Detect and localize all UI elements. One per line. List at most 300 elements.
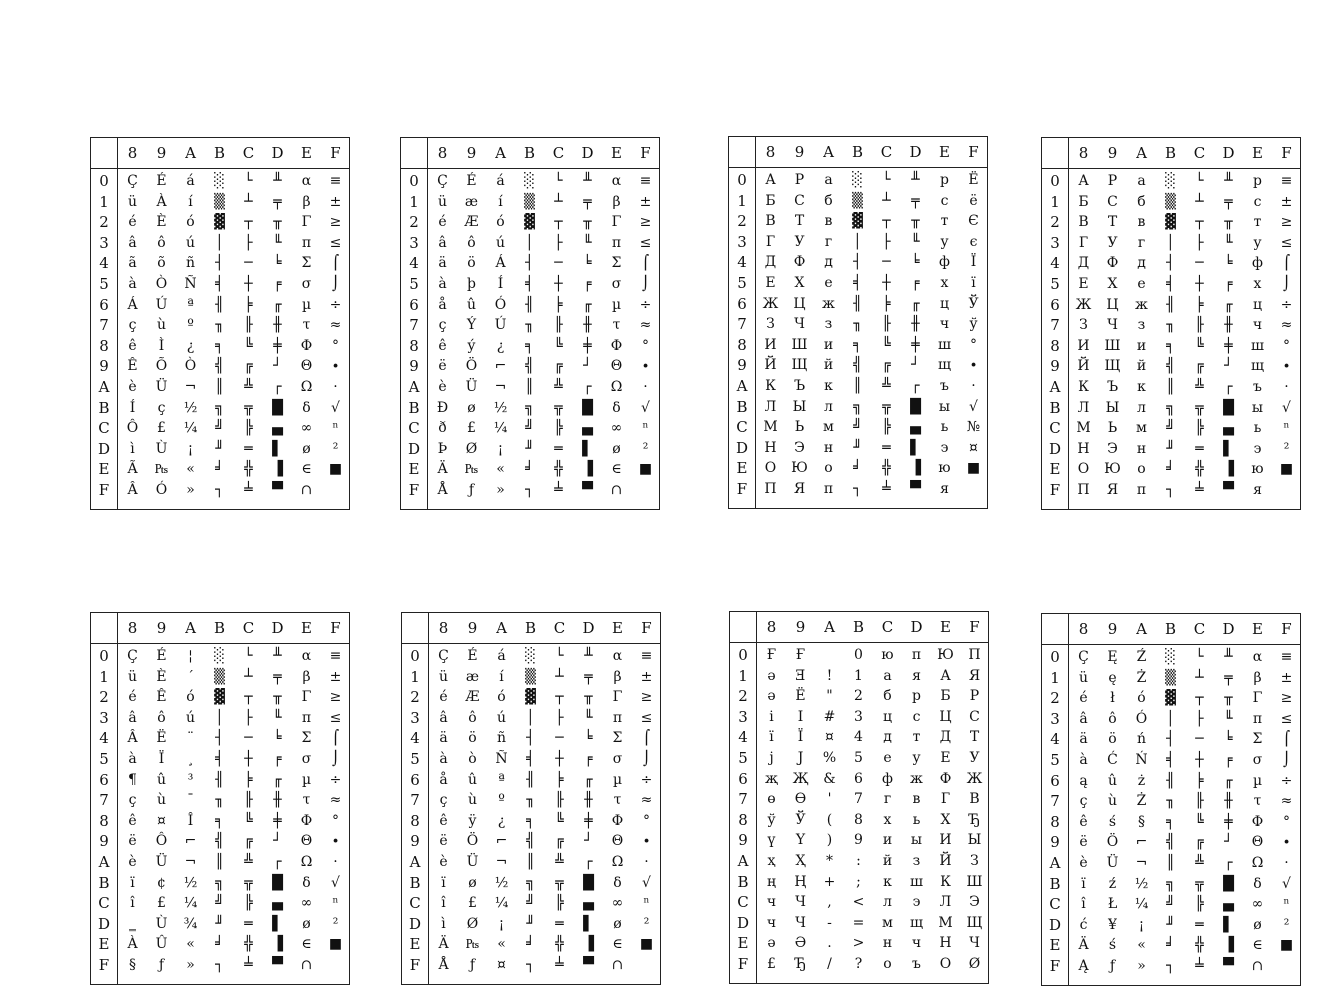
row-header: E bbox=[1049, 936, 1061, 955]
char-cell: π bbox=[301, 234, 312, 251]
char-cell: ▄ bbox=[583, 895, 594, 912]
char-cell: ┌ bbox=[911, 378, 920, 394]
char-cell: ў bbox=[767, 811, 776, 828]
char-cell: ї bbox=[971, 275, 976, 291]
char-cell: ñ bbox=[185, 255, 196, 272]
char-cell: ▓ bbox=[1165, 690, 1176, 707]
char-cell: æ bbox=[464, 193, 479, 210]
char-cell: ⌡ bbox=[331, 751, 340, 767]
char-cell: ╜ bbox=[525, 440, 534, 457]
char-cell: ═ bbox=[1195, 440, 1204, 457]
char-cell: ▄ bbox=[1223, 896, 1234, 913]
char-cell: ╨ bbox=[583, 173, 592, 189]
char-cell: ╘ bbox=[273, 255, 282, 272]
char-cell: ┴ bbox=[555, 668, 564, 685]
char-cell: # bbox=[823, 708, 836, 725]
char-cell: ╫ bbox=[1224, 793, 1233, 810]
char-cell: ì bbox=[441, 915, 446, 932]
char-cell bbox=[321, 480, 350, 500]
char-cell: Ç bbox=[437, 173, 448, 189]
char-cell: ┤ bbox=[215, 255, 224, 272]
row-header: 7 bbox=[738, 790, 748, 809]
char-cell: , bbox=[827, 894, 832, 911]
char-cell: ≈ bbox=[1280, 317, 1293, 334]
char-cell: ╗ bbox=[215, 399, 224, 416]
char-cell: £ bbox=[157, 895, 166, 912]
char-cell: ó bbox=[497, 689, 506, 706]
char-cell: α bbox=[301, 648, 312, 664]
row-header: 7 bbox=[99, 791, 109, 810]
char-cell: õ bbox=[157, 255, 166, 272]
char-cell: ╫ bbox=[1224, 317, 1233, 334]
char-cell: ¬ bbox=[1135, 855, 1148, 871]
char-cell: é bbox=[128, 689, 137, 706]
char-cell: ┤ bbox=[1166, 731, 1175, 748]
char-cell: Ғ bbox=[795, 647, 806, 663]
char-cell: ▄ bbox=[272, 420, 283, 437]
char-cell: ф bbox=[939, 254, 950, 271]
row-header: B bbox=[408, 398, 420, 417]
row-header: 6 bbox=[99, 295, 109, 314]
char-cell: ¿ bbox=[497, 812, 506, 829]
char-cell: ╡ bbox=[853, 275, 862, 291]
char-cell: ║ bbox=[526, 854, 535, 870]
char-cell: ę bbox=[1108, 669, 1117, 686]
char-cell: Î bbox=[187, 812, 194, 829]
char-cell: Ò bbox=[184, 358, 197, 375]
char-cell: ╟ bbox=[882, 316, 891, 333]
char-cell: к bbox=[824, 378, 833, 394]
char-cell: â bbox=[1079, 710, 1088, 727]
char-cell: ф bbox=[882, 770, 893, 787]
char-cell: П bbox=[968, 647, 981, 663]
char-cell: ⌐ bbox=[184, 833, 197, 850]
char-cell: Ж bbox=[966, 770, 983, 787]
char-cell: Л bbox=[764, 398, 777, 415]
char-cell: ▓ bbox=[214, 689, 225, 706]
char-cell: ¼ bbox=[183, 895, 198, 912]
char-cell: ° bbox=[1283, 813, 1290, 830]
char-cell: Â bbox=[127, 730, 138, 747]
char-cell: ╧ bbox=[882, 481, 891, 497]
char-cell: ╧ bbox=[244, 482, 253, 498]
row-header: 6 bbox=[410, 770, 420, 789]
row-header: A bbox=[409, 853, 421, 871]
row-header: 0 bbox=[738, 646, 748, 664]
char-cell: ┴ bbox=[1195, 669, 1204, 686]
char-cell: ╙ bbox=[273, 709, 282, 726]
char-cell: ≥ bbox=[639, 214, 652, 231]
char-cell: ½ bbox=[1134, 875, 1149, 892]
char-cell: ┘ bbox=[273, 833, 282, 850]
column-header: D bbox=[910, 618, 923, 636]
char-cell: ь bbox=[940, 419, 949, 436]
char-cell: ы bbox=[910, 832, 923, 849]
char-cell: æ bbox=[465, 668, 480, 685]
char-cell: Ј bbox=[797, 750, 804, 766]
char-cell: ⌐ bbox=[1135, 834, 1148, 851]
char-cell: Ц bbox=[939, 708, 952, 725]
char-cell: ╥ bbox=[1224, 214, 1233, 231]
char-cell: & bbox=[823, 770, 836, 787]
char-cell: Е bbox=[1078, 276, 1089, 292]
char-cell: ┐ bbox=[215, 482, 224, 498]
char-cell: τ bbox=[612, 317, 621, 334]
char-cell: Й bbox=[939, 853, 952, 869]
char-cell: ‗ bbox=[129, 915, 136, 932]
char-cell: Ў bbox=[968, 295, 979, 312]
char-cell: ç bbox=[157, 399, 166, 416]
char-cell: ╡ bbox=[525, 276, 534, 292]
row-header: B bbox=[737, 872, 749, 891]
char-cell: ▀ bbox=[1223, 958, 1234, 974]
char-cell: µ bbox=[301, 771, 312, 788]
char-cell: └ bbox=[554, 173, 563, 189]
char-cell: ¢ bbox=[157, 874, 166, 891]
char-cell: Ü bbox=[155, 379, 168, 395]
char-cell: ╕ bbox=[853, 336, 862, 353]
char-cell: ╙ bbox=[911, 233, 920, 250]
char-cell: Й bbox=[1077, 358, 1090, 375]
char-cell: ╫ bbox=[273, 317, 282, 334]
row-header: 3 bbox=[410, 708, 420, 727]
char-cell: ╠ bbox=[1195, 420, 1204, 437]
char-cell: ц bbox=[1252, 296, 1262, 313]
char-cell: É bbox=[156, 173, 167, 189]
char-cell: ∞ bbox=[300, 895, 313, 912]
char-cell: █ bbox=[272, 874, 283, 891]
char-cell: Û bbox=[155, 936, 168, 953]
char-cell: ┴ bbox=[882, 192, 891, 209]
char-cell: * bbox=[826, 853, 833, 869]
char-cell: ó bbox=[186, 214, 195, 231]
char-cell: ░ bbox=[214, 648, 225, 664]
char-cell: Є bbox=[968, 213, 979, 230]
char-cell: ┼ bbox=[554, 276, 563, 292]
char-cell: Γ bbox=[611, 214, 622, 231]
char-cell: » bbox=[186, 957, 195, 973]
char-cell: ≡ bbox=[640, 648, 653, 664]
char-cell: ┌ bbox=[584, 854, 593, 870]
char-cell: ° bbox=[643, 812, 650, 829]
row-header: 5 bbox=[1050, 275, 1060, 293]
column-header: D bbox=[581, 144, 594, 162]
char-cell: ø bbox=[612, 440, 621, 457]
char-cell: у bbox=[1253, 234, 1262, 251]
char-cell: Ы bbox=[792, 398, 807, 415]
char-cell: ▌ bbox=[910, 439, 921, 456]
char-cell: ▌ bbox=[272, 440, 283, 457]
char-cell: х bbox=[940, 275, 949, 291]
char-cell: Ж bbox=[762, 295, 779, 312]
char-cell: ¡ bbox=[1138, 916, 1145, 933]
row-header: 7 bbox=[99, 316, 109, 335]
char-cell: « bbox=[186, 461, 195, 478]
char-cell: β bbox=[302, 668, 311, 685]
char-cell: Å bbox=[438, 957, 449, 973]
char-cell: Ö bbox=[1106, 834, 1119, 851]
char-cell: с bbox=[1253, 193, 1262, 210]
char-cell: ╔ bbox=[882, 357, 891, 374]
char-cell: У bbox=[794, 233, 805, 250]
char-cell: ╖ bbox=[525, 317, 534, 334]
row-header: 0 bbox=[410, 647, 420, 665]
char-cell: 1 bbox=[854, 667, 863, 684]
char-cell: ƒ bbox=[468, 482, 475, 498]
char-cell: ø bbox=[1253, 916, 1262, 933]
char-cell: С bbox=[794, 192, 805, 209]
row-header: 9 bbox=[410, 832, 420, 851]
char-cell: ƒ bbox=[469, 957, 476, 973]
char-cell: п bbox=[1136, 482, 1147, 498]
char-cell: ┬ bbox=[244, 214, 253, 231]
char-cell: ╧ bbox=[1195, 958, 1204, 974]
column-header: A bbox=[185, 144, 196, 162]
row-header: B bbox=[98, 873, 110, 892]
char-cell: ə bbox=[767, 667, 776, 684]
column-header: D bbox=[271, 144, 284, 162]
row-header: 4 bbox=[99, 729, 109, 748]
char-cell: ┌ bbox=[1224, 855, 1233, 871]
row-header: 4 bbox=[409, 254, 419, 273]
char-cell: і bbox=[769, 708, 774, 725]
char-cell: ү bbox=[767, 832, 776, 849]
char-cell: ∩ bbox=[1251, 958, 1264, 974]
char-cell: £ bbox=[468, 895, 477, 912]
row-header: 2 bbox=[99, 688, 109, 707]
char-cell: Т bbox=[794, 213, 805, 230]
char-cell: ( bbox=[826, 811, 833, 828]
column-header: D bbox=[909, 143, 922, 161]
char-cell: α bbox=[1252, 649, 1263, 665]
char-cell: ч bbox=[939, 316, 950, 333]
char-cell: π bbox=[301, 709, 312, 726]
char-cell: р bbox=[912, 688, 921, 705]
char-cell: Ђ bbox=[968, 811, 981, 828]
char-cell: Т bbox=[969, 729, 980, 746]
char-cell: Б bbox=[1078, 193, 1089, 210]
char-cell: є bbox=[969, 233, 978, 250]
column-header: E bbox=[301, 619, 312, 637]
char-cell: ┼ bbox=[244, 276, 253, 292]
char-cell: ± bbox=[329, 668, 342, 685]
char-cell: ╖ bbox=[215, 317, 224, 334]
char-cell: Ć bbox=[1107, 752, 1118, 768]
char-cell: ê bbox=[128, 337, 137, 354]
char-cell: ї bbox=[769, 729, 774, 746]
char-cell: ⌡ bbox=[1282, 752, 1291, 768]
char-cell: δ bbox=[613, 874, 622, 891]
char-cell: § bbox=[1138, 813, 1145, 830]
char-cell: ╜ bbox=[1166, 916, 1175, 933]
char-cell: Ê bbox=[127, 358, 138, 375]
char-cell: М bbox=[938, 914, 953, 931]
char-cell: й bbox=[1136, 358, 1147, 375]
char-cell: Ω bbox=[611, 854, 624, 870]
row-header: C bbox=[737, 893, 749, 912]
char-cell: ╞ bbox=[554, 296, 563, 313]
char-cell: Р bbox=[969, 688, 980, 705]
char-cell: Ù bbox=[155, 440, 168, 457]
char-cell: ∩ bbox=[300, 957, 313, 973]
char-cell: Я bbox=[1106, 482, 1119, 498]
char-cell: │ bbox=[215, 709, 224, 726]
row-header: 4 bbox=[737, 253, 747, 272]
char-cell: б bbox=[1137, 193, 1146, 210]
row-header: 8 bbox=[99, 336, 109, 355]
row-header: D bbox=[735, 438, 749, 457]
char-cell: └ bbox=[1195, 649, 1204, 665]
char-cell: µ bbox=[1252, 772, 1263, 789]
char-cell: ╘ bbox=[1224, 731, 1233, 748]
char-cell: ╢ bbox=[526, 771, 535, 788]
char-cell: ╪ bbox=[273, 812, 282, 829]
char-cell: ╬ bbox=[554, 461, 563, 478]
char-cell: ш bbox=[937, 336, 951, 353]
char-cell: å bbox=[439, 771, 448, 788]
char-cell: ж bbox=[910, 770, 923, 787]
char-cell: ë bbox=[128, 833, 137, 850]
char-cell: ╬ bbox=[244, 461, 253, 478]
char-cell: ╓ bbox=[583, 296, 592, 313]
char-cell: é bbox=[1079, 690, 1088, 707]
char-cell: ± bbox=[640, 668, 653, 685]
char-cell: ╩ bbox=[1195, 855, 1204, 871]
char-cell: ░ bbox=[852, 172, 863, 188]
char-cell: ¥ bbox=[1108, 916, 1117, 933]
char-cell: Х bbox=[1107, 276, 1118, 292]
char-cell: π bbox=[612, 709, 623, 726]
char-cell: ╖ bbox=[853, 316, 862, 333]
row-header: 8 bbox=[410, 811, 420, 830]
char-cell: ≥ bbox=[1280, 214, 1293, 231]
column-header: C bbox=[242, 619, 255, 637]
char-cell: ╚ bbox=[555, 812, 564, 829]
char-cell: ▒ bbox=[214, 668, 225, 685]
char-cell: δ bbox=[612, 399, 621, 416]
row-header: 1 bbox=[410, 667, 420, 686]
char-cell: № bbox=[966, 419, 981, 436]
char-cell: м bbox=[823, 419, 834, 436]
char-cell: ╟ bbox=[244, 792, 253, 809]
char-cell: А bbox=[1078, 173, 1089, 189]
char-cell: ² bbox=[332, 915, 339, 932]
char-cell: Ъ bbox=[1106, 379, 1119, 395]
char-cell: ┤ bbox=[525, 255, 534, 272]
char-cell: Ё bbox=[968, 172, 979, 188]
row-header: B bbox=[98, 398, 110, 417]
char-cell: ≈ bbox=[639, 317, 652, 334]
char-cell: ▌ bbox=[272, 915, 283, 932]
char-cell: ј bbox=[769, 750, 774, 766]
char-cell: δ bbox=[302, 399, 311, 416]
char-cell: у bbox=[912, 750, 921, 766]
char-cell: ю bbox=[938, 460, 951, 477]
char-cell: Ð bbox=[436, 399, 449, 416]
char-cell: х bbox=[1253, 276, 1262, 292]
char-cell: ╝ bbox=[526, 895, 535, 912]
column-header: F bbox=[1281, 144, 1292, 162]
char-cell: У bbox=[1107, 234, 1118, 251]
char-cell: Φ bbox=[300, 812, 313, 829]
char-cell: Ф bbox=[939, 770, 952, 787]
row-header: A bbox=[736, 377, 748, 395]
char-cell: « bbox=[497, 936, 506, 953]
char-cell: ╬ bbox=[244, 936, 253, 953]
char-cell: Ш bbox=[966, 873, 983, 890]
char-cell: Ë bbox=[795, 688, 806, 705]
char-cell: ╕ bbox=[215, 337, 224, 354]
char-cell: ╠ bbox=[244, 420, 253, 437]
char-cell: Ú bbox=[155, 296, 168, 313]
char-cell: ▐ bbox=[272, 461, 283, 478]
char-cell: Ç bbox=[127, 648, 138, 664]
char-cell: ╣ bbox=[1166, 834, 1175, 851]
char-cell: Ю bbox=[791, 460, 808, 477]
char-cell: ´ bbox=[187, 668, 194, 685]
char-cell: т bbox=[1253, 214, 1262, 231]
char-cell: я bbox=[1253, 482, 1262, 498]
row-header: 5 bbox=[410, 750, 420, 768]
char-cell: ═ bbox=[244, 915, 253, 932]
char-cell: ì bbox=[130, 440, 135, 457]
char-cell: ã bbox=[128, 255, 137, 272]
char-cell: ╕ bbox=[1166, 337, 1175, 354]
char-cell: ╥ bbox=[1224, 690, 1233, 707]
char-cell: ¤ bbox=[825, 729, 834, 746]
char-cell: ╤ bbox=[1224, 669, 1233, 686]
row-header: 0 bbox=[99, 172, 109, 190]
char-cell: ╞ bbox=[244, 296, 253, 313]
char-cell: п bbox=[911, 647, 922, 663]
char-cell: â bbox=[128, 709, 137, 726]
char-cell: é bbox=[128, 214, 137, 231]
char-cell: ╦ bbox=[1195, 875, 1204, 892]
char-cell: ö bbox=[467, 255, 476, 272]
char-cell: ł bbox=[1110, 690, 1115, 707]
char-cell: ô bbox=[467, 234, 476, 251]
char-cell: ä bbox=[439, 730, 448, 747]
row-header: 2 bbox=[410, 688, 420, 707]
char-cell: Ö bbox=[465, 358, 478, 375]
row-header: 9 bbox=[409, 357, 419, 376]
column-header: B bbox=[852, 618, 865, 636]
char-cell: Ы bbox=[967, 832, 982, 849]
column-header: 8 bbox=[1078, 144, 1089, 162]
char-cell: ╜ bbox=[526, 915, 535, 932]
char-cell: ⁿ bbox=[643, 895, 650, 912]
char-cell: Θ bbox=[300, 833, 313, 850]
char-cell: » bbox=[496, 482, 505, 498]
char-cell: л bbox=[824, 398, 833, 415]
column-header: B bbox=[851, 143, 864, 161]
char-cell: ø bbox=[302, 440, 311, 457]
char-cell: ⁿ bbox=[332, 895, 339, 912]
char-cell: Φ bbox=[610, 337, 623, 354]
char-cell: ą bbox=[1079, 772, 1088, 789]
char-cell: ₧ bbox=[464, 461, 479, 478]
char-cell: ń bbox=[1136, 731, 1147, 748]
column-header: B bbox=[213, 144, 226, 162]
char-cell: ç bbox=[128, 317, 137, 334]
char-cell: ╥ bbox=[273, 214, 282, 231]
row-header: F bbox=[408, 481, 420, 499]
char-cell: = bbox=[852, 914, 865, 931]
char-cell: δ bbox=[1253, 875, 1262, 892]
char-cell: ╨ bbox=[273, 648, 282, 664]
char-cell: Ô bbox=[155, 833, 168, 850]
char-cell: Е bbox=[765, 275, 776, 291]
